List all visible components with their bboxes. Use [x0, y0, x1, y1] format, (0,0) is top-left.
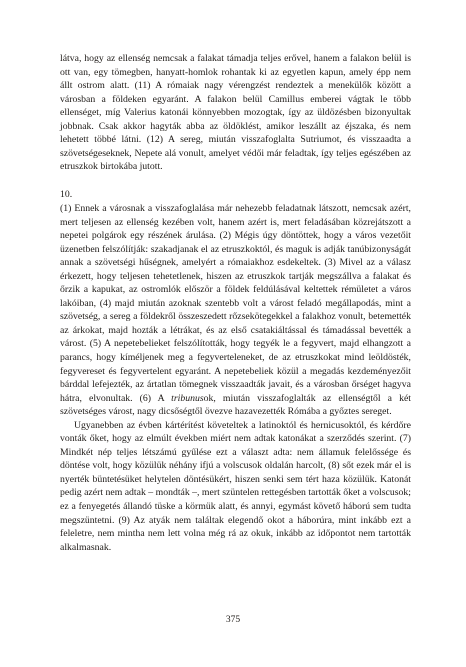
page-number: 375 [225, 615, 241, 625]
page-text-block [60, 52, 411, 554]
paragraph-continued: látva, hogy az ellenség nemcsak a falakat támadja teljes erővel, hanem a falakon belül is ott van, egy tömegben, hanyatt-homlok rohantak ki az egyetlen kapun, amely épp nem állt ostrom alatt. (11) A rómaiak nagy vérengzést rendeztek a menekülők között a városban a földeken egyaránt. A falakon belül Camillus emberei vágtak le több ellenséget, míg Valerius katonái könnyebben mozogtak, így az üldözésben bizonyultak jobbnak. Csak akkor hagyták abba az öldöklést, amikor leszállt az éjszaka, és nem lehetett többé látni. (12) A sereg, miután visszafoglalta Sutriumot, és visszaadta a szövetségeseknek, Nepete alá vonult, amelyet védői már feladtak, így teljes egészében az etruszkok birtokába jutott. [60, 53, 411, 173]
paragraph-1-italic-word: tribunus [171, 392, 204, 404]
paragraph-1 [60, 202, 411, 419]
paragraph-1-text-a: (1) Ennek a városnak a visszafoglalása már nehezebb feladatnak látszott, nemcsak azért, mert teljesen az ellenség kezében volt, hanem azért is, mert feladásában közrejátszott a nepetei polgárok egy részének árulása. (2) Mégis úgy döntöttek, hogy a város vezetőit üzenetben felszólítják: szakadjanak el az etruszkoktól, és maguk is adják tanúbizonyságát annak a szövetségi hűségnek, amelyért a rómaiakhoz esdekeltek. (3) Mivel az a válasz érkezett, hogy teljesen tehetetlenek, hiszen az etruszkok tartják megszállva a falakat és őrzik a kapukat, az ostromlók először a földek feldúlásával keltettek rémületet a város lakóiban, (4) majd miután azoknak szentebb volt a várost feladó megállapodás, mint a szövetség, a sereg a földekről összeszedett rőzsekötegekkel a falakhoz vonult, betemették az árkokat, majd hozták a létrákat, és az első csatakiáltással és támadással bevették a várost. (5) A nepetebelieket felszólították, hogy tegyék le a fegyvert, majd elhangzott a parancs, hogy kíméljenek meg a fegyverteleneket, de az etruszkokat mind leöldösték, fegyvereset és fegyvertelent egyaránt. A nepetebeliek közül a megadás kezdeményezőit bárddal lefejezték, az ártatlan tömegnek visszaadták javait, és a városban őrséget hagyva hátra, elvonultak. (6) A [60, 202, 411, 404]
paragraph-1-text-b: ok, miután visszafoglalták az ellenségtől a két szövetséges várost, nagy dicsőségtől övezve hazavezették Rómába a győztes sereget. [60, 392, 411, 418]
paragraph-2: Ugyanebben az évben kártérítést követeltek a latinoktól és hernicusoktól, és kérdőre vonták őket, hogy az elmúlt években miért nem adtak katonákat a szerződés szerint. (7) Mindkét nép teljes létszámú gyűlése ezt a választ adta: nem államuk felelőssége és döntése volt, hogy közülük néhány ifjú a volscusok oldalán harcolt, (8) sőt ezek már el is nyerték büntetésüket helytelen döntésükért, hiszen senki sem tért haza közülük. Katonát pedig azért nem adtak – mondták –, mert szüntelen rettegésben tartották őket a volscusok; ez a fenyegetés állandó tüske a körmük alatt, és annyi, egymást követő háború sem tudta megszüntetni. (9) Az atyák nem találtak elegendő okot a háborúra, mint inkább ezt a feleletre, nem mintha nem lett volna még rá az okuk, inkább az időpontot nem tartották alkalmasnak. [60, 419, 411, 553]
chapter-number: 10. [60, 189, 73, 201]
